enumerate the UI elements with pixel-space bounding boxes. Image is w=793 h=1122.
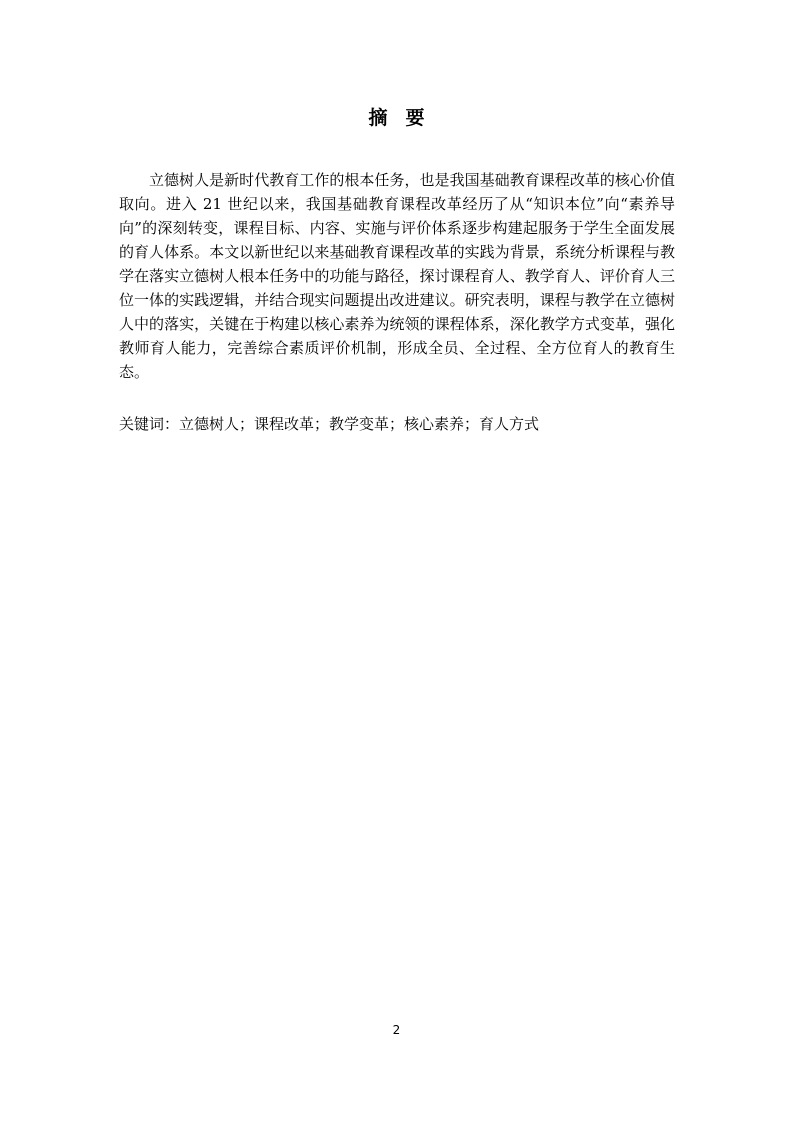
page-title: 摘要 xyxy=(368,107,443,129)
page-number: 2 xyxy=(392,1023,401,1037)
abstract-paragraph: 立德树人是新时代教育工作的根本任务，也是我国基础教育课程改革的核心价值取向。进入 21 世纪以来，我国基础教育课程改革经历了从“知识本位”向“素养导向”的深刻转变，课程目标、内容、实施与评价体系逐步构建起服务于学生全面发展的育人体系。本文以新世纪以来基础教育课程改革的实践为背景，系统分析课程与教学在落实立德树人根本任务中的功能与路径，探讨课程育人、教学育人、评价育人三位一体的实践逻辑，并结合现实问题提出改进建议。研究表明，课程与教学在立德树人中的落实，关键在于构建以核心素养为统领的课程体系，深化教学方式变革，强化教师育人能力，完善综合素质评价机制，形成全员、全过程、全方位育人的教育生态。 xyxy=(119,171,675,381)
keywords-line: 关键词：立德树人；课程改革；教学变革；核心素养；育人方式 xyxy=(119,415,540,433)
